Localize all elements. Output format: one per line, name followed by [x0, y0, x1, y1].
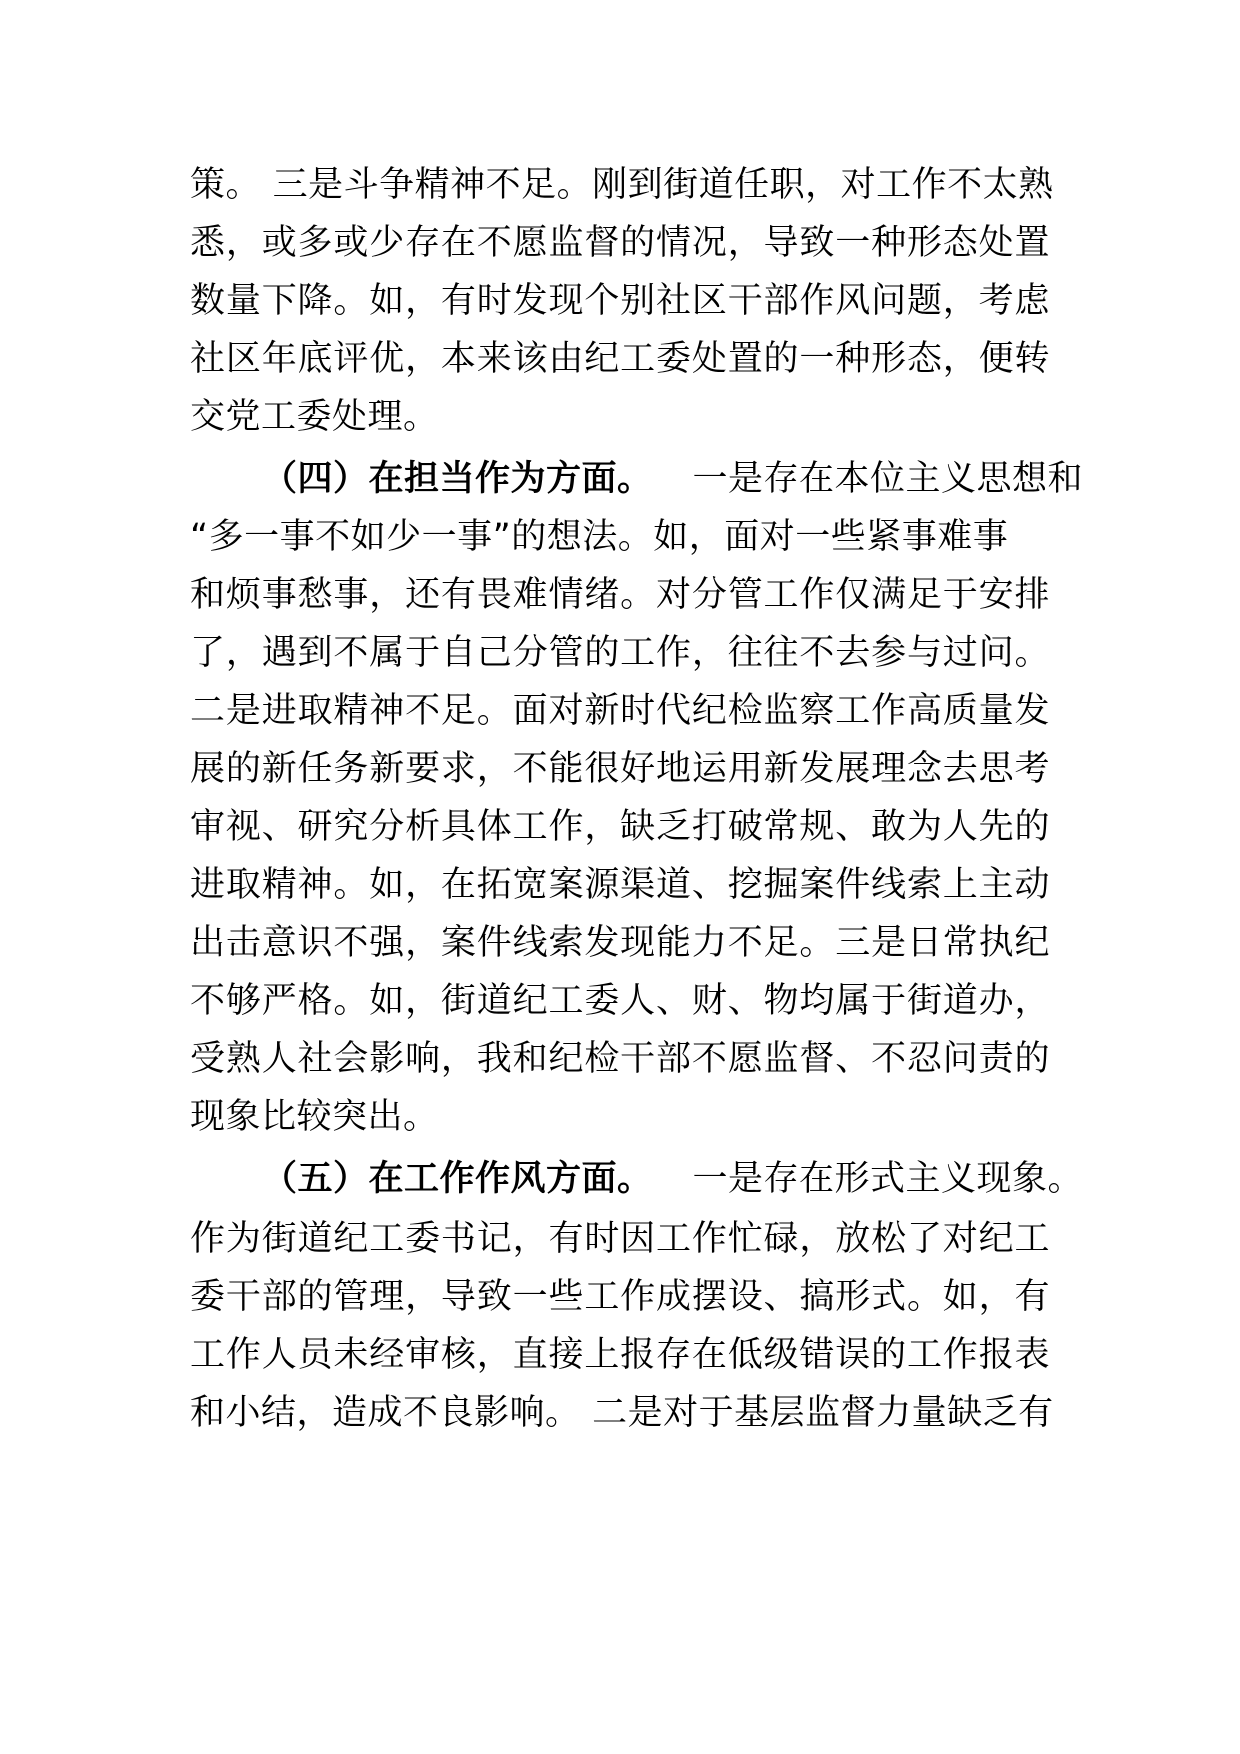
text-span: 一是存在形式主义现象。: [692, 1159, 1084, 1199]
text-line: 社区年底评优，本来该由纪工委处置的一种形态，便转: [190, 339, 1050, 379]
text-line: 展的新任务新要求，不能很好地运用新发展理念去思考: [190, 749, 1050, 789]
text-line: 作为街道纪工委书记，有时因工作忙碌，放松了对纪工: [190, 1219, 1050, 1259]
text-line: 悉，或多或少存在不愿监督的情况，导致一种形态处置: [190, 223, 1050, 263]
text-line: 审视、研究分析具体工作，缺乏打破常规、敢为人先的: [190, 807, 1050, 847]
text-line: 了，遇到不属于自己分管的工作，往往不去参与过问。: [190, 633, 1050, 673]
text-line: 数量下降。如，有时发现个别社区干部作风问题，考虑: [190, 281, 1050, 321]
text-line: 受熟人社会影响，我和纪检干部不愿监督、不忍问责的: [190, 1039, 1050, 1079]
text-line: 工作人员未经审核，直接上报存在低级错误的工作报表: [190, 1335, 1050, 1375]
text-line: 二是进取精神不足。面对新时代纪检监察工作高质量发: [190, 691, 1050, 731]
text-line: 委干部的管理，导致一些工作成摆设、搞形式。如，有: [190, 1277, 1050, 1317]
text-line: 策。 三是斗争精神不足。刚到街道任职，对工作不太熟: [190, 165, 1054, 205]
text-line: “多一事不如少一事”的想法。如，面对一些紧事难事: [190, 517, 1009, 557]
text-line: 出击意识不强，案件线索发现能力不足。三是日常执纪: [190, 923, 1050, 963]
text-line: 不够严格。如，街道纪工委人、财、物均属于街道办，: [190, 981, 1050, 1021]
section-heading: （四）在担当作为方面。: [262, 459, 653, 499]
text-line: 进取精神。如，在拓宽案源渠道、挖掘案件线索上主动: [190, 865, 1050, 905]
paragraph-first-line: [262, 1150, 1084, 1208]
section-heading: （五）在工作作风方面。: [262, 1159, 653, 1199]
text-span: 一是存在本位主义思想和: [692, 459, 1084, 499]
text-line: 现象比较突出。: [190, 1097, 439, 1137]
text-line: 和烦事愁事，还有畏难情绪。对分管工作仅满足于安排: [190, 575, 1050, 615]
text-line: 和小结，造成不良影响。 二是对于基层监督力量缺乏有: [190, 1393, 1054, 1433]
paragraph-first-line: [262, 450, 1084, 508]
text-line: 交党工委处理。: [190, 397, 439, 437]
